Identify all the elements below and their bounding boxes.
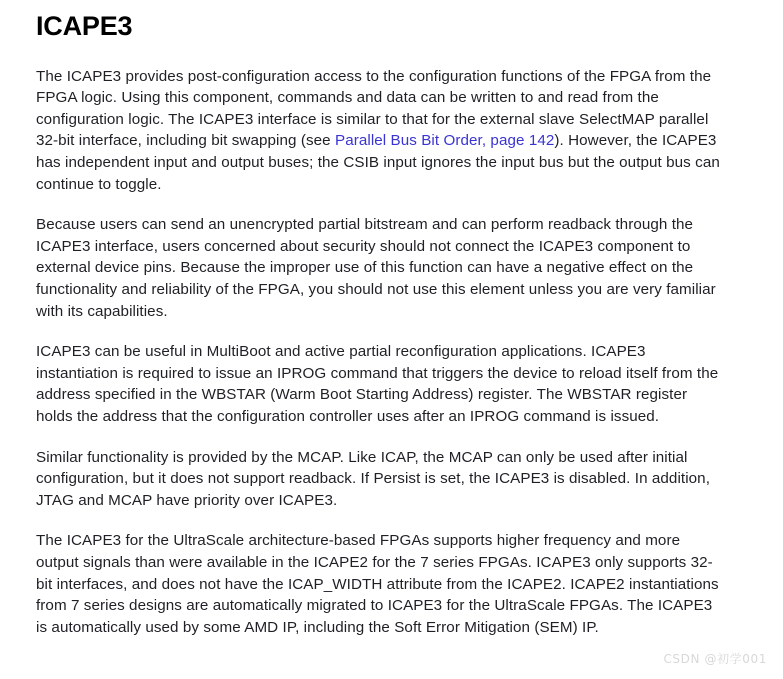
paragraph-1-text-after-link: ). However, the ICAPE3 has independent input and output buses; the CSIB input ignores the input bus but the output bus can continue to toggle. <box>36 132 720 193</box>
link-parallel-bus-bit-order[interactable]: Parallel Bus Bit Order, page 142 <box>334 132 555 150</box>
watermark: CSDN @初学001 <box>663 652 767 666</box>
paragraph-5 <box>36 530 723 638</box>
paragraph-2 <box>36 214 723 322</box>
paragraph-3-text: ICAPE3 can be useful in MultiBoot and active partial reconfiguration applications. ICAPE3 instantiation is required to issue an IPROG command that triggers the device to reload itself from the address specified in the WBSTAR (Warm Boot Starting Address) register. The WBSTAR register holds the address that the configuration controller uses after an IPROG command is issued. <box>36 343 719 425</box>
page-title: ICAPE3 <box>36 11 133 41</box>
paragraph-3 <box>36 341 723 427</box>
paragraph-1-text-before-link: The ICAPE3 provides post-configuration access to the configuration functions of the FPGA from the FPGA logic. Using this component, commands and data can be written to and read from the configuration logic. The ICAPE3 interface is similar to that for the external slave SelectMAP parallel 32-bit interface, including bit swapping (see <box>36 67 712 150</box>
paragraph-5-text: The ICAPE3 for the UltraScale architecture-based FPGAs supports higher frequency and more output signals than were available in the ICAPE2 for the 7 series FPGAs. ICAPE3 only supports 32-bit interfaces, and does not have the ICAP_WIDTH attribute from the ICAPE2. ICAPE2 instantiations from 7 series designs are automatically migrated to ICAPE3 for the UltraScale FPGAs. The ICAPE3 is automatically used by some AMD IP, including the Soft Error Mitigation (SEM) IP. <box>36 532 719 636</box>
paragraph-1 <box>36 66 723 196</box>
paragraph-4 <box>36 447 723 512</box>
paragraph-4-text: Similar functionality is provided by the MCAP. Like ICAP, the MCAP can only be used after initial configuration, but it does not support readback. If Persist is set, the ICAPE3 is disabled. In addition, JTAG and MCAP have priority over ICAPE3. <box>36 448 710 509</box>
paragraph-2-text: Because users can send an unencrypted partial bitstream and can perform readback through the ICAPE3 interface, users concerned about security should not connect the ICAPE3 component to external device pins. Because the improper use of this function can have a negative effect on the functionality and reliability of the FPGA, you should not use this element unless you are very familiar with its capabilities. <box>36 216 716 320</box>
